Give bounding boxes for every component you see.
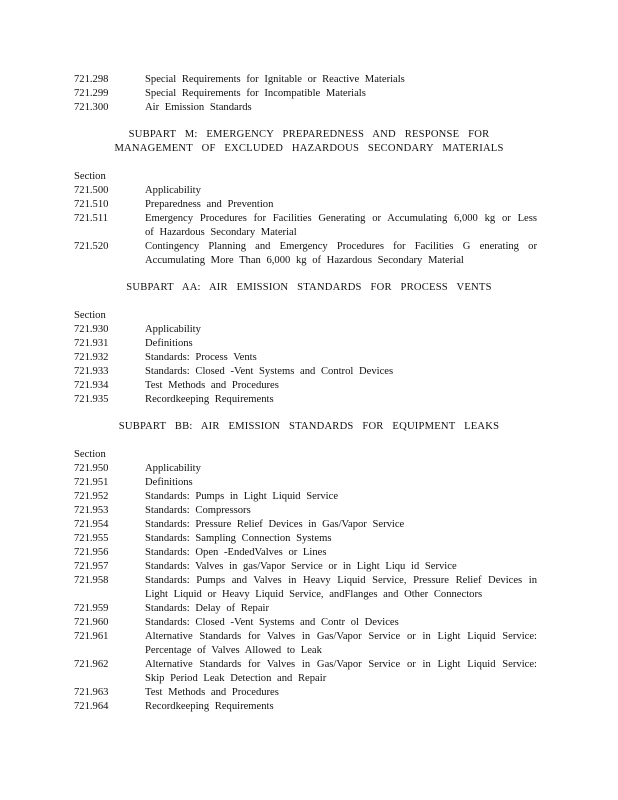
section-number: 721.954 [74, 519, 109, 530]
section-number: 721.955 [74, 533, 109, 544]
section-number: 721.933 [74, 366, 109, 377]
subpart-aa-heading: SUBPART AA: AIR EMISSION STANDARDS FOR PROCESS VENTS [126, 282, 492, 293]
section-number: 721.959 [74, 603, 109, 614]
section-title: Standards: Closed -Vent Systems and Contr ol Devices [145, 617, 399, 628]
section-number: 721.520 [74, 241, 109, 252]
section-number: 721.957 [74, 561, 109, 572]
section-number: 721.963 [74, 687, 109, 698]
section-title: Special Requirements for Ignitable or Reactive Materials [145, 74, 405, 85]
section-title: Alternative Standards for Valves in Gas/Vapor Service or in Light Liquid Service: Percentage of Valves Allowed to Leak [145, 631, 537, 656]
section-number: 721.964 [74, 701, 109, 712]
subpart-m-heading-line1: SUBPART M: EMERGENCY PREPAREDNESS AND RESPONSE FOR [128, 129, 490, 140]
section-number: 721.931 [74, 338, 109, 349]
section-number: 721.950 [74, 463, 109, 474]
section-title: Alternative Standards for Valves in Gas/Vapor Service or in Light Liquid Service: Skip Period Leak Detection and Repair [145, 659, 537, 684]
section-title: Applicability [145, 463, 201, 474]
section-title: Standards: Pressure Relief Devices in Gas/Vapor Service [145, 519, 405, 530]
section-title: Standards: Valves in gas/Vapor Service or in Light Liqu id Service [145, 561, 457, 572]
section-title: Standards: Process Vents [145, 352, 257, 363]
section-number: 721.960 [74, 617, 109, 628]
section-title: Contingency Planning and Emergency Procedures for Facilities G enerating or Accumulating More Than 6,000 kg of Hazardous Secondary Material [145, 241, 537, 266]
section-number: 721.935 [74, 394, 109, 405]
section-number: 721.298 [74, 74, 109, 85]
section-title: Test Methods and Procedures [145, 380, 279, 391]
section-number: 721.961 [74, 631, 109, 642]
section-number: 721.962 [74, 659, 109, 670]
section-number: 721.951 [74, 477, 109, 488]
section-title: Definitions [145, 338, 193, 349]
section-number: 721.511 [74, 213, 109, 224]
section-number: 721.932 [74, 352, 109, 363]
section-title: Recordkeeping Requirements [145, 394, 274, 405]
section-title: Applicability [145, 324, 201, 335]
section-title: Standards: Pumps in Light Liquid Service [145, 491, 339, 502]
section-title: Test Methods and Procedures [145, 687, 279, 698]
section-number: 721.952 [74, 491, 109, 502]
section-title: Special Requirements for Incompatible Materials [145, 88, 366, 99]
section-label: Section [74, 171, 106, 182]
section-number: 721.300 [74, 102, 109, 113]
section-title: Preparedness and Prevention [145, 199, 274, 210]
section-title: Standards: Open -EndedValves or Lines [145, 547, 327, 558]
section-title: Standards: Sampling Connection Systems [145, 533, 332, 544]
section-number: 721.930 [74, 324, 109, 335]
section-title: Emergency Procedures for Facilities Generating or Accumulating 6,000 kg or Less of Hazardous Secondary Material [145, 213, 537, 238]
section-title: Definitions [145, 477, 193, 488]
section-title: Standards: Delay of Repair [145, 603, 270, 614]
section-title: Standards: Pumps and Valves in Heavy Liquid Service, Pressure Relief Devices in Light Liquid or Heavy Liquid Service, andFlanges and Other Connectors [145, 575, 537, 600]
section-number: 721.500 [74, 185, 109, 196]
section-title: Recordkeeping Requirements [145, 701, 274, 712]
subpart-bb-heading: SUBPART BB: AIR EMISSION STANDARDS FOR EQUIPMENT LEAKS [118, 421, 500, 432]
section-label: Section [74, 310, 106, 321]
section-number: 721.958 [74, 575, 109, 586]
section-title: Standards: Compressors [145, 505, 251, 516]
section-title: Air Emission Standards [145, 102, 252, 113]
section-number: 721.953 [74, 505, 109, 516]
section-number: 721.299 [74, 88, 109, 99]
section-title: Applicability [145, 185, 201, 196]
section-number: 721.934 [74, 380, 109, 391]
section-title: Standards: Closed -Vent Systems and Control Devices [145, 366, 394, 377]
section-number: 721.956 [74, 547, 109, 558]
section-number: 721.510 [74, 199, 109, 210]
subpart-m-heading-line2: MANAGEMENT OF EXCLUDED HAZARDOUS SECONDARY MATERIALS [114, 143, 504, 154]
section-label: Section [74, 449, 106, 460]
